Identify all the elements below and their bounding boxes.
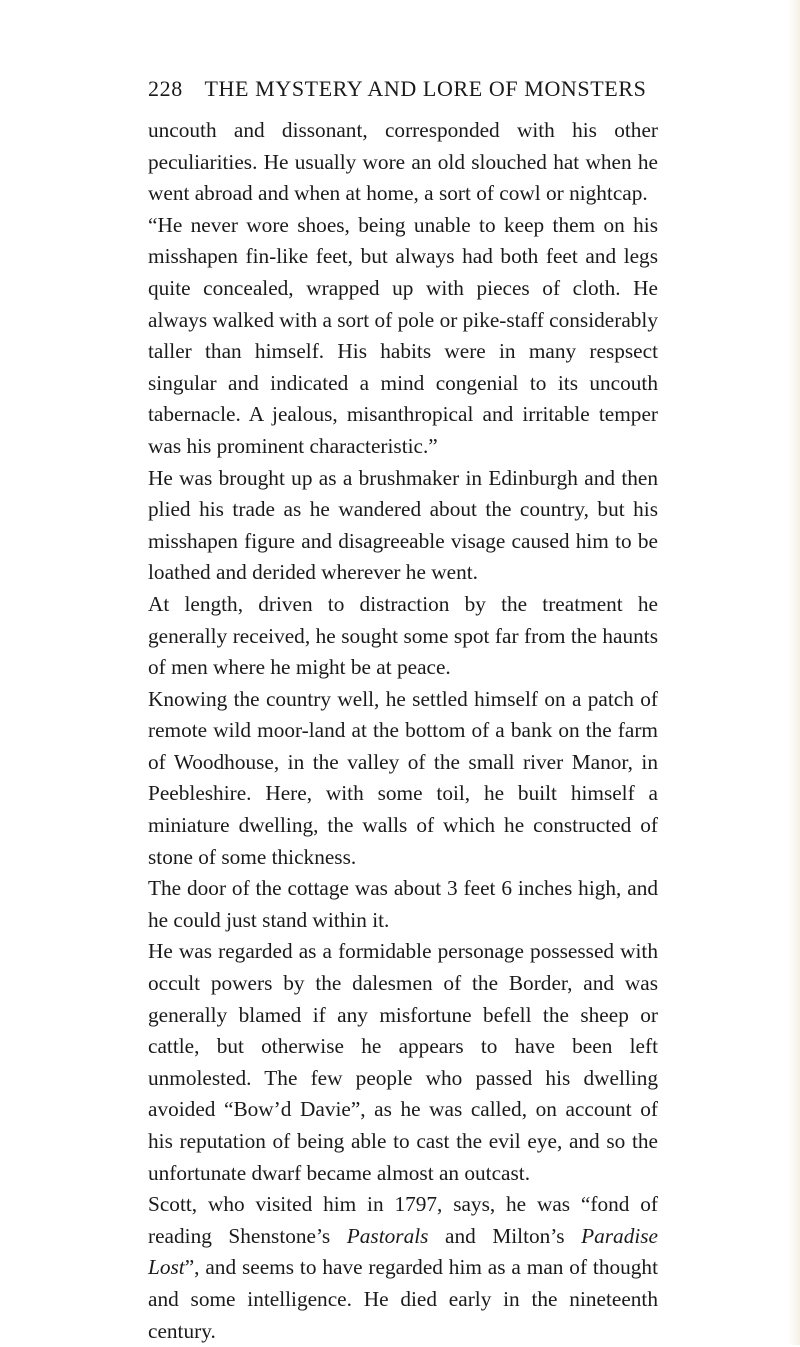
- running-title: THE MYSTERY AND LORE OF MONSTERS: [204, 76, 647, 101]
- paragraph-text: uncouth and dissonant, corresponded with his other peculiarities. He usually wore an old slouched hat when he went abroad and when at home, a sort of cowl or nightcap.: [148, 118, 658, 206]
- paragraph-text: and Milton’s: [428, 1223, 582, 1248]
- paragraph-text: “He never wore shoes, being unable to keep them on his misshapen fin-like feet, but always had both feet and legs quite concealed, wrapped up with pieces of cloth. He always walked with a sort of pole or pike-staff considerably taller than himself. His habits were in many respsect singular and indicated a mind congenial to its uncouth tabernacle. A jealous, misanthropical and irritable temper was his prominent characteristic.”: [148, 212, 658, 458]
- paragraph-text: He was regarded as a formidable personage possessed with occult powers by the dalesmen of the Border, and was generally blamed if any misfortune befell the sheep or cattle, but otherwise he appears to have been left unmolested. The few people who passed his dwelling avoided “Bow’d Davie”, as he was called, on account of his reputation of being able to cast the evil eye, and so the unfortunate dwarf became almost an outcast.: [148, 939, 658, 1185]
- paragraph-text: ”, and seems to have regarded him as a man of thought and some intelligence. He died early in the nineteenth century.: [148, 1255, 658, 1343]
- page-number: 228: [148, 76, 183, 101]
- paragraph-5: [148, 684, 658, 874]
- paragraph-text: Knowing the country well, he settled himself on a patch of remote wild moor-land at the bottom of a bank on the farm of Woodhouse, in the valley of the small river Manor, in Peebleshire. Here, with some toil, he built himself a miniature dwelling, the walls of which he constructed of stone of some thickness.: [148, 686, 658, 869]
- page-edge: [788, 0, 800, 1345]
- paragraph-2: [148, 210, 658, 463]
- running-header: [148, 76, 646, 102]
- paragraph-6: [148, 873, 658, 936]
- paragraph-text: The door of the cottage was about 3 feet 6 inches high, and he could just stand within it.: [148, 876, 658, 932]
- italic-title-pastorals: Pastorals: [346, 1223, 429, 1248]
- paragraph-3: [148, 463, 658, 589]
- paragraph-text: Scott, who visited him in 1797, says, he was “fond of reading Shenstone’s: [148, 1192, 658, 1248]
- paragraph-4: [148, 589, 658, 684]
- paragraph-text: At length, driven to distraction by the treatment he generally received, he sought some spot far from the haunts of men where he might be at peace.: [148, 591, 658, 680]
- paragraph-1: [148, 115, 658, 210]
- paragraph-7: [148, 936, 658, 1189]
- body-text: [148, 115, 658, 1347]
- italic-title-paradise-lost: Paradise Lost: [148, 1223, 658, 1280]
- paragraph-8: [148, 1189, 658, 1347]
- paragraph-text: He was brought up as a brushmaker in Edinburgh and then plied his trade as he wandered about the country, but his misshapen figure and disagreeable visage caused him to be loathed and derided wherever he went.: [148, 465, 658, 585]
